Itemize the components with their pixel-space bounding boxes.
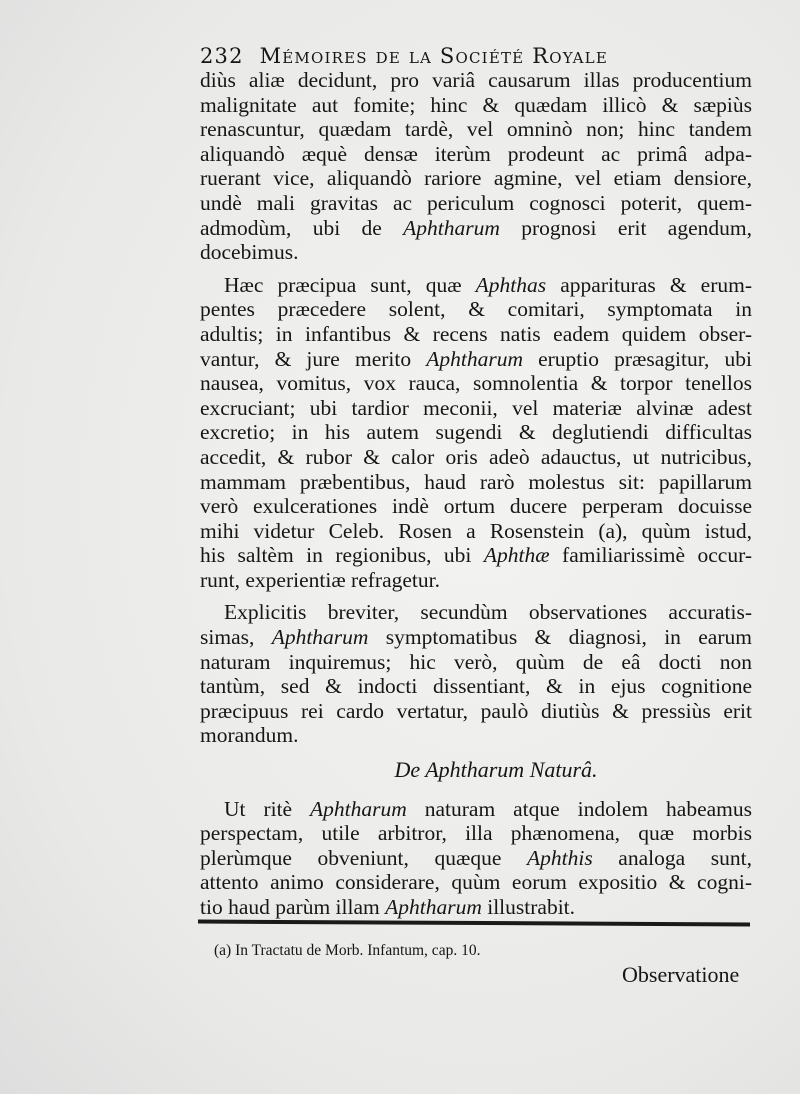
text-line: aliquandò æquè densæ iterùm prodeunt ac primâ adpa-: [200, 141, 752, 166]
text-line: naturam inquiremus; hic verò, quùm de eâ docti non: [200, 649, 752, 674]
text-line: diùs aliæ decidunt, pro variâ causarum illas producentium: [200, 68, 752, 92]
text-line: ruerant vice, aliquandò rariore agmine, vel etiam densiore,: [200, 166, 752, 191]
text-line: mihi videtur Celeb. Rosen a Rosenstein (a), quùm istud,: [200, 518, 752, 543]
text-line: accedit, & rubor & calor oris adeò adauctus, ut nutricibus,: [200, 444, 752, 469]
text-line: adultis; in infantibus & recens natis eadem quidem obser-: [200, 321, 752, 346]
footnote-rule: [198, 920, 750, 927]
text-line: renascuntur, quædam tardè, vel omninò non; hinc tandem: [200, 117, 752, 142]
page-number: 232: [200, 44, 244, 68]
text-line: pentes præcedere solent, & comitari, symptomata in: [200, 297, 752, 322]
text-line: attento animo considerare, quùm eorum expositio & cogni-: [200, 870, 752, 895]
running-title: Mémoires de la Société Royale: [259, 44, 608, 68]
text-line: tantùm, sed & indocti dissentiant, & in ejus cognitione: [200, 674, 752, 699]
paragraph: [200, 273, 752, 593]
text-line: simas, Aphtharum symptomatibus & diagnosi, in earum: [200, 625, 752, 650]
text-line: docebimus.: [200, 240, 299, 265]
text-line: morandum.: [200, 723, 299, 748]
page-header: [200, 44, 705, 68]
text-line: perspectam, utile arbitror, illa phænomena, quæ morbis: [200, 821, 752, 846]
text-line: præcipuus rei cardo vertatur, paulò diutiùs & pressiùs erit: [200, 698, 752, 723]
text-line: his saltèm in regionibus, ubi Aphthæ familiarissimè occur-: [200, 543, 752, 568]
paragraph: [200, 600, 752, 748]
text-line: mammam præbentibus, haud rarò molestus sit: papillarum: [200, 469, 752, 494]
text-line: tio haud parùm illam Aphtharum illustrabit.: [200, 895, 576, 919]
text-line: admodùm, ubi de Aphtharum prognosi erit agendum,: [200, 215, 752, 240]
text-line: verò exulcerationes indè ortum ducere perperam docuisse: [200, 494, 752, 519]
text-line: runt, experientiæ refragetur.: [200, 567, 440, 592]
text-line: nausea, vomitus, vox rauca, somnolentia & torpor tenellos: [200, 371, 752, 396]
paragraph: [200, 68, 752, 265]
text-line: plerùmque obveniunt, quæque Aphthis analoga sunt,: [200, 845, 752, 870]
text-line: excretio; in his autem sugendi & deglutiendi difficultas: [200, 420, 752, 445]
text-line: Explicitis breviter, secundùm observationes accuratis-: [224, 600, 752, 625]
section-heading: De Aphtharum Naturâ.: [394, 757, 598, 783]
body-text: [200, 68, 752, 920]
paragraph: [200, 797, 752, 920]
text-line: undè mali gravitas ac periculum cognosci poterit, quem-: [200, 190, 752, 215]
text-line: vantur, & jure merito Aphtharum eruptio præsagitur, ubi: [200, 346, 752, 371]
text-line: malignitate aut fomite; hinc & quædam illicò & sæpiùs: [200, 92, 752, 117]
catchword: Observatione: [622, 962, 740, 987]
text-line: Hæc præcipua sunt, quæ Aphthas apparituras & erum-: [224, 272, 752, 297]
text-line: excruciant; ubi tardior meconii, vel materiæ alvinæ adest: [200, 395, 752, 420]
text-line: Ut ritè Aphtharum naturam atque indolem habeamus: [224, 796, 752, 821]
footnote: (a) In Tractatu de Morb. Infantum, cap. 10.: [214, 942, 481, 959]
